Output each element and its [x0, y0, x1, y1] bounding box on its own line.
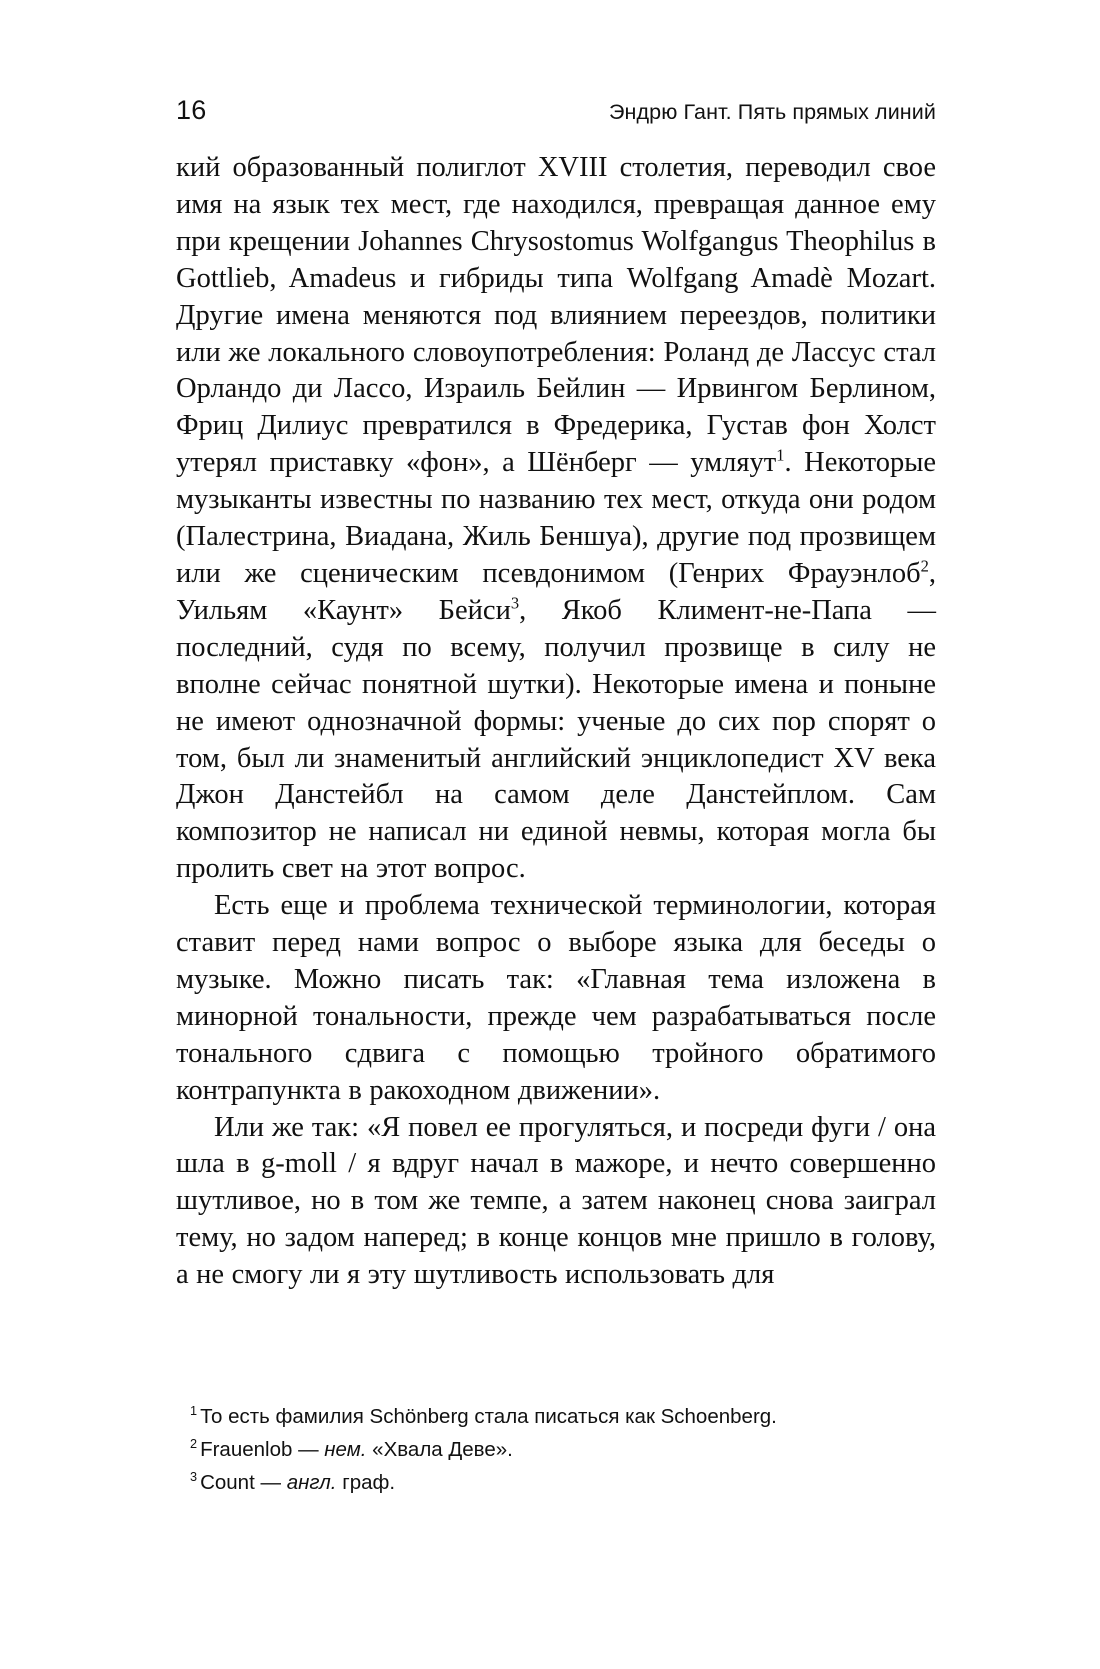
paragraph: кий образованный полиглот XVIII столетия, переводил свое имя на язык тех мест, где находился, превращая данное ему при крещении Johannes Chrysostomus Wolfgangus Theophilus в Gottlieb, Amadeus и гибриды типа Wolfgang Amadè Mozart. Другие имена меняются под влиянием переездов, политики или же локального словоупотребления: Роланд де Лассус стал Орландо ди Лассо, Израиль Бейлин — Ирвингом Берлином, Фриц Дилиус превратился в Фредерика, Густав фон Холст утерял приставку «фон», а Шёнберг — умляут$^1$. Некоторые музыканты известны по названию тех мест, откуда они родом (Палестрина, Виадана, Жиль Беншуа), другие под прозвищем или же сценическим псевдонимом (Генрих Фрауэнлоб$^2$, Уильям «Каунт» Бейси$^3$, Якоб Климент-не-Папа — последний, судя по всему, получил прозвище в силу не вполне сейчас понятной шутки). Некоторые имена и поныне не имеют однозначной формы: ученые до сих пор спорят о том, был ли знаменитый английский энциклопедист XV века Джон Данстейбл на самом деле Данстейплом. Сам композитор не написал ни единой невмы, которая могла бы пролить свет на этот вопрос.	[176, 152, 936, 885]
footnote-marker: 2	[190, 1436, 198, 1452]
running-head	[176, 95, 936, 126]
footnote-reference[interactable]: 1	[776, 445, 785, 465]
footnote-item	[190, 1466, 940, 1499]
footnote-block	[190, 1400, 940, 1499]
italic-abbreviation: нем.	[324, 1438, 367, 1461]
footnote-text: Frauenlob — нем. «Хвала Деве».	[200, 1438, 513, 1461]
page-number: 16	[176, 95, 207, 125]
footnote-text: Count — англ. граф.	[200, 1471, 396, 1494]
paragraph: Есть еще и проблема технической терминологии, которая ставит перед нами вопрос о выборе языка для беседы о музыке. Можно писать так: «Главная тема изложена в минорной тональности, прежде чем разрабатываться после тонального сдвига с помощью тройного обратимого контрапункта в ракоходном движении».	[176, 890, 936, 1106]
footnote-item	[190, 1400, 940, 1433]
footnote-marker: 1	[190, 1403, 198, 1419]
paragraph: Или же так: «Я повел ее прогуляться, и посреди фуги / она шла в g-moll / я вдруг начал в мажоре, и нечто совершенно шутливое, но в том же темпе, а затем наконец снова заиграл тему, но задом наперед; в конце концов мне пришло в голову, а не смогу ли я эту шутливость использовать для	[176, 1111, 936, 1291]
footnote-reference[interactable]: 2	[920, 556, 929, 576]
footnote-reference[interactable]: 3	[510, 593, 520, 613]
footnote-item	[190, 1433, 940, 1466]
italic-abbreviation: англ.	[286, 1471, 337, 1494]
footnote-marker: 3	[190, 1469, 198, 1485]
footnote-text: То есть фамилия Schönberg стала писаться как Schoenberg.	[200, 1405, 777, 1428]
body-text-block	[176, 150, 936, 1294]
running-title: Эндрю Гант. Пять прямых линий	[608, 100, 936, 124]
